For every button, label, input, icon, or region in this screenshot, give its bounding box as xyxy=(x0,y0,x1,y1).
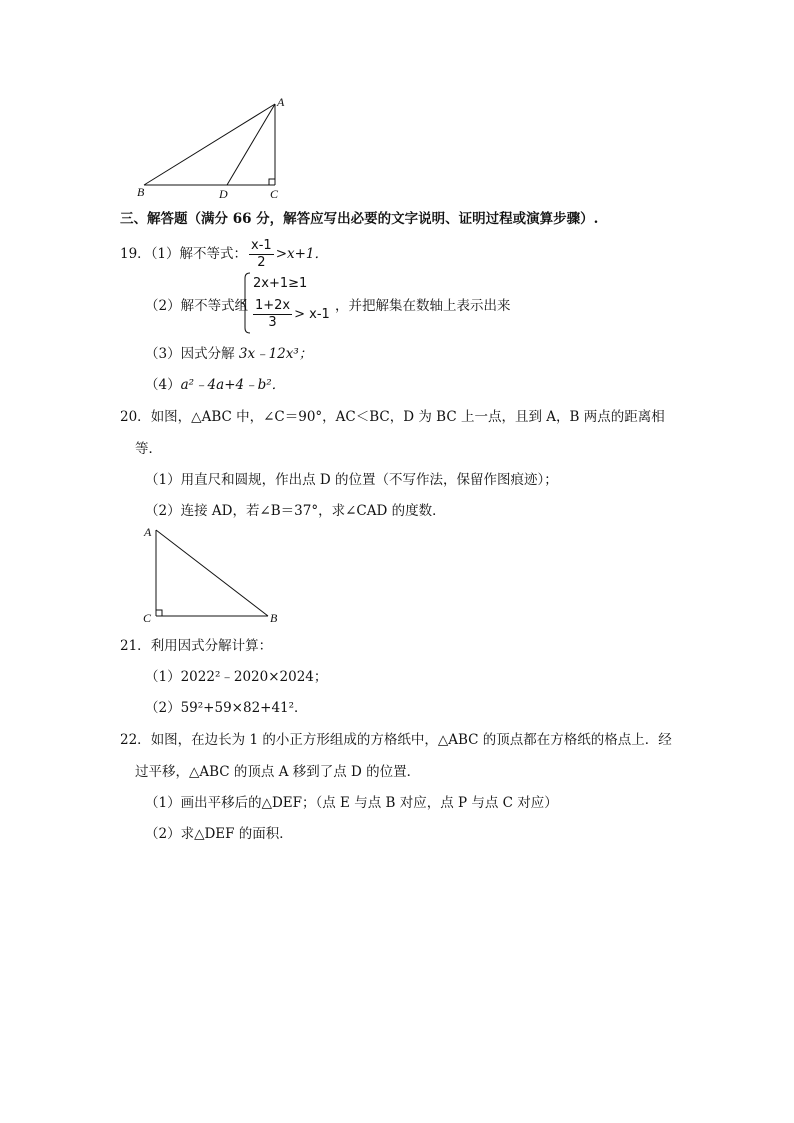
question-20-part2: （2）连接 AD，若∠B＝37°，求∠CAD 的度数． xyxy=(145,503,446,519)
fraction xyxy=(249,238,274,271)
question-number: 22． xyxy=(120,732,151,748)
fraction-denominator: 2 xyxy=(257,255,266,270)
fraction-numerator: 1+2x xyxy=(255,298,291,313)
question-number: 19． xyxy=(120,246,151,262)
label-c: C xyxy=(270,187,279,201)
label-d: D xyxy=(219,187,228,201)
question-number: 20． xyxy=(120,409,151,425)
question-text: 如图，△ABC 中，∠C＝90°，AC＜BC，D 为 BC 上一点，且到 A，B 两点的距离相 xyxy=(150,409,665,425)
fraction-numerator: x-1 xyxy=(251,238,272,253)
question-22-part2: （2）求△DEF 的面积． xyxy=(145,826,293,842)
question-19-part1 xyxy=(120,238,328,271)
part-label: （3）因式分解 xyxy=(145,346,239,362)
question-22-line1 xyxy=(120,728,672,748)
part-label: （2）解不等式组 xyxy=(145,298,249,314)
part-label: （1）解不等式： xyxy=(150,246,248,262)
question-20-line1 xyxy=(120,405,665,425)
question-21-part1: （1）2022²﹣2020×2024； xyxy=(145,669,328,685)
expression: a²﹣4a+4﹣b²． xyxy=(180,377,286,393)
segment-ad xyxy=(227,104,275,185)
label-b: B xyxy=(137,185,145,199)
part-label: （4） xyxy=(145,377,181,393)
instruction-text: ，并把解集在数轴上表示出来 xyxy=(335,298,511,314)
question-number: 21． xyxy=(120,638,151,654)
question-text: 如图，在边长为 1 的小正方形组成的方格纸中，△ABC 的顶点都在方格纸的格点上．经 xyxy=(150,732,672,748)
section-title: 三、解答题（满分 66 分，解答应写出必要的文字说明、证明过程或演算步骤）. xyxy=(120,211,599,227)
question-text: 利用因式分解计算： xyxy=(150,638,273,654)
right-angle-mark xyxy=(269,179,275,185)
inequality-rhs: >x+1． xyxy=(275,246,329,262)
question-21-part2: （2）59²+59×82+41²． xyxy=(145,700,308,716)
question-20-line2: 等． xyxy=(135,441,162,457)
right-angle-mark xyxy=(156,610,162,616)
inequality-rhs: > x-1 xyxy=(294,307,330,322)
question-19-part4 xyxy=(145,373,285,393)
question-20-part1: （1）用直尺和圆规，作出点 D 的位置（不写作法，保留作图痕迹）； xyxy=(145,472,558,488)
figure-triangle-abd xyxy=(130,92,300,202)
fraction xyxy=(253,298,292,331)
figure-right-triangle-abc xyxy=(138,522,288,628)
label-a: A xyxy=(144,525,152,539)
system-line-2 xyxy=(251,298,330,331)
segment-ab xyxy=(156,530,268,616)
question-22-part1: （1）画出平移后的△DEF；（点 E 与点 B 对应，点 P 与点 C 对应） xyxy=(145,795,558,811)
label-a: A xyxy=(277,95,285,109)
expression: 3x﹣12x³； xyxy=(238,346,313,362)
question-21-title xyxy=(120,634,272,654)
fraction-denominator: 3 xyxy=(268,315,277,330)
system-line-1: 2x+1≥1 xyxy=(253,276,308,291)
question-22-line2: 过平移，△ABC 的顶点 A 移到了点 D 的位置． xyxy=(135,764,421,780)
question-19-part3 xyxy=(145,342,312,362)
label-b: B xyxy=(270,611,278,625)
brace-icon xyxy=(241,272,251,338)
segment-ab xyxy=(144,104,275,185)
label-c: C xyxy=(143,611,152,625)
